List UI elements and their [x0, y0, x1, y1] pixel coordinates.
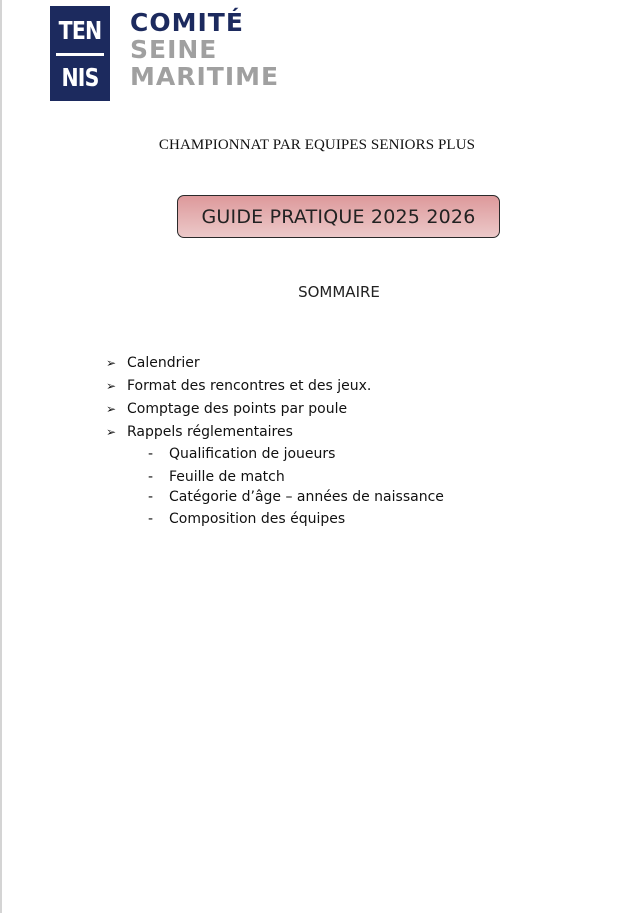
- arrow-bullet-icon: ➢: [106, 379, 117, 393]
- toc-sub-item: [148, 489, 444, 509]
- championnat-heading: CHAMPIONNAT PAR EQUIPES SENIORS PLUS: [158, 137, 476, 153]
- toc-item: [106, 355, 200, 375]
- toc-sub-item: [148, 446, 335, 466]
- dash-bullet: -: [148, 489, 154, 505]
- logo-line-comite: COMITÉ: [130, 8, 244, 37]
- sommaire-title: SOMMAIRE: [298, 283, 380, 301]
- toc-sub-item: [148, 469, 285, 489]
- dash-bullet: -: [148, 469, 154, 485]
- arrow-bullet-icon: ➢: [106, 356, 117, 370]
- tennis-logo-emblem: [50, 6, 110, 101]
- toc-item: [106, 424, 293, 444]
- logo-line-maritime: MARITIME: [130, 62, 280, 91]
- toc-sub-item-label: Composition des équipes: [169, 511, 346, 527]
- arrow-bullet-icon: ➢: [106, 425, 117, 439]
- toc-item-label: Rappels réglementaires: [127, 424, 293, 440]
- logo-wordmark: [130, 9, 279, 90]
- guide-title-box: [177, 195, 500, 238]
- toc-item-label: Calendrier: [127, 355, 200, 371]
- toc-item: [106, 401, 347, 421]
- toc-sub-item: [148, 511, 345, 531]
- toc-sub-item-label: Qualification de joueurs: [169, 446, 336, 462]
- toc-item-label: Comptage des points par poule: [127, 401, 348, 417]
- logo-emblem-bottom: NIS: [61, 63, 99, 92]
- dash-bullet: -: [148, 511, 154, 527]
- toc-item-label: Format des rencontres et des jeux.: [127, 378, 372, 394]
- dash-bullet: -: [148, 446, 154, 462]
- logo-line-seine: SEINE: [130, 35, 218, 64]
- toc-item: [106, 378, 371, 398]
- toc-sub-item-label: Feuille de match: [169, 469, 285, 485]
- logo-emblem-rule: [56, 53, 104, 56]
- toc-sub-item-label: Catégorie d’âge – années de naissance: [169, 489, 444, 505]
- guide-title: GUIDE PRATIQUE 2025 2026: [201, 205, 476, 228]
- logo-emblem-top: TEN: [58, 16, 102, 45]
- arrow-bullet-icon: ➢: [106, 402, 117, 416]
